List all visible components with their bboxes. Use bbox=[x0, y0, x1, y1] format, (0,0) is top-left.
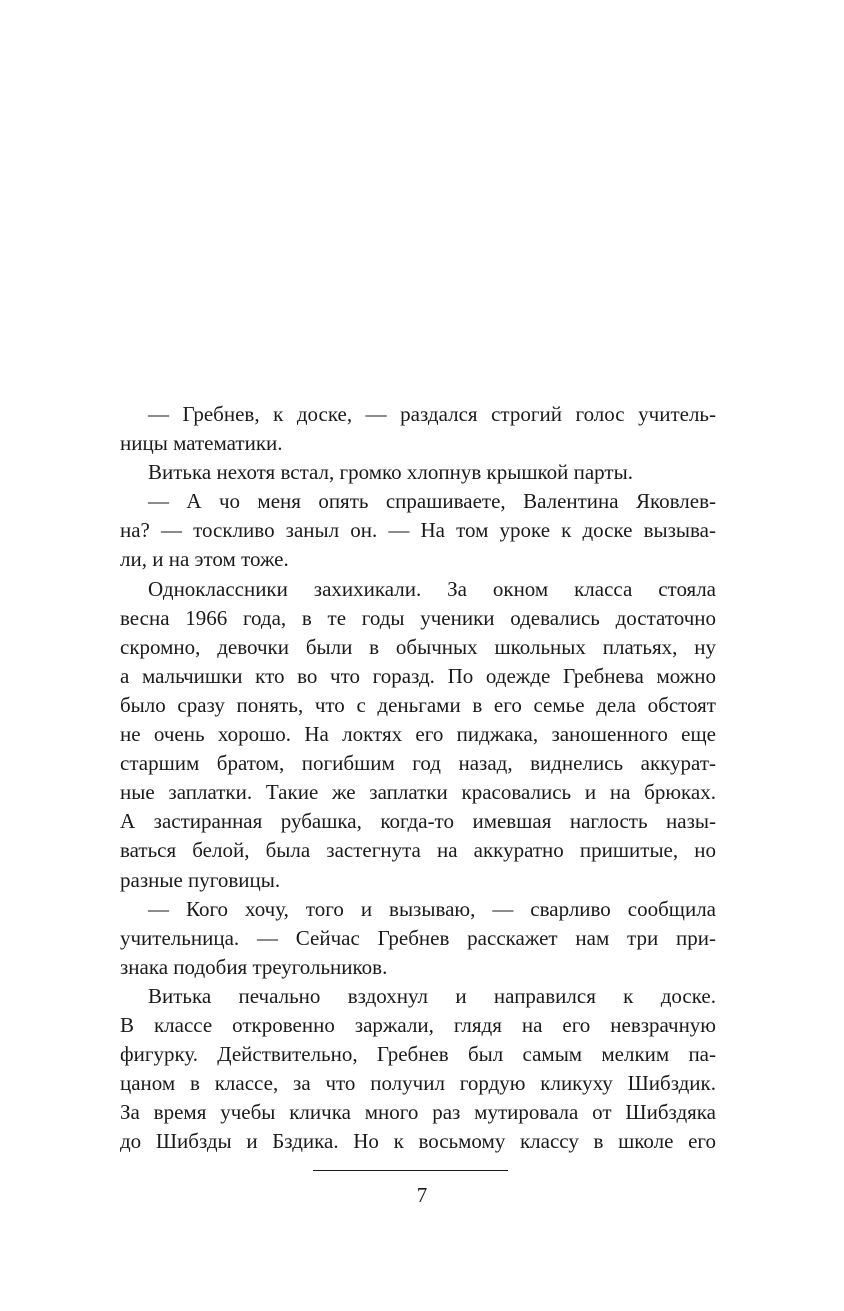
text-line: ваться белой, была застегнута на аккуратно пришитые, но bbox=[120, 838, 716, 863]
text-line: Витька печально вздохнул и направился к доске. bbox=[148, 983, 716, 1008]
text-line: учительница. — Сейчас Гребнев расскажет нам три при- bbox=[120, 925, 716, 950]
text-line: За время учебы кличка много раз мутировала от Шибздяка bbox=[120, 1100, 716, 1125]
text-line: — Кого хочу, того и вызываю, — сварливо сообщила bbox=[148, 896, 716, 921]
text-line: на? — тоскливо заныл он. — На том уроке к доске вызыва- bbox=[120, 518, 716, 543]
text-line: — Гребнев, к доске, — раздался строгий голос учитель- bbox=[148, 402, 716, 426]
text-line: ли, и на этом тоже. bbox=[120, 547, 289, 572]
page-number: 7 bbox=[416, 1183, 428, 1207]
text-line: В классе откровенно заржали, глядя на его невзрачную bbox=[120, 1012, 716, 1037]
text-line: Витька нехотя встал, громко хлопнув крышкой парты. bbox=[148, 460, 633, 485]
text-line: скромно, девочки были в обычных школьных платьях, ну bbox=[120, 634, 716, 659]
text-line: знака подобия треугольников. bbox=[120, 954, 388, 979]
text-line: ные заплатки. Такие же заплатки красовались и на брюках. bbox=[120, 780, 716, 805]
text-line: а мальчишки кто во что горазд. По одежде Гребнева можно bbox=[120, 663, 716, 688]
text-line: старшим братом, погибшим год назад, виднелись аккурат- bbox=[120, 751, 716, 776]
text-line: — А чо меня опять спрашиваете, Валентина Яковлев- bbox=[148, 489, 716, 514]
text-line: не очень хорошо. На локтях его пиджака, заношенного еще bbox=[120, 722, 716, 747]
text-line: цаном в классе, за что получил гордую кликуху Шибздик. bbox=[120, 1071, 716, 1096]
text-line: Одноклассники захихикали. За окном класса стояла bbox=[148, 576, 716, 601]
text-line: разные пуговицы. bbox=[120, 867, 281, 892]
text-line: до Шибзды и Бздика. Но к восьмому классу в школе его bbox=[120, 1129, 716, 1154]
body-text bbox=[120, 400, 716, 1156]
text-line: ницы математики. bbox=[120, 431, 283, 456]
text-line: было сразу понять, что с деньгами в его семье дела обстоят bbox=[120, 692, 716, 717]
text-line: фигурку. Действительно, Гребнев был самым мелким па- bbox=[120, 1042, 716, 1067]
footer-rule bbox=[313, 1170, 508, 1171]
text-line: А застиранная рубашка, когда-то имевшая наглость назы- bbox=[120, 809, 716, 834]
text-line: весна 1966 года, в те годы ученики одевались достаточно bbox=[120, 605, 716, 630]
